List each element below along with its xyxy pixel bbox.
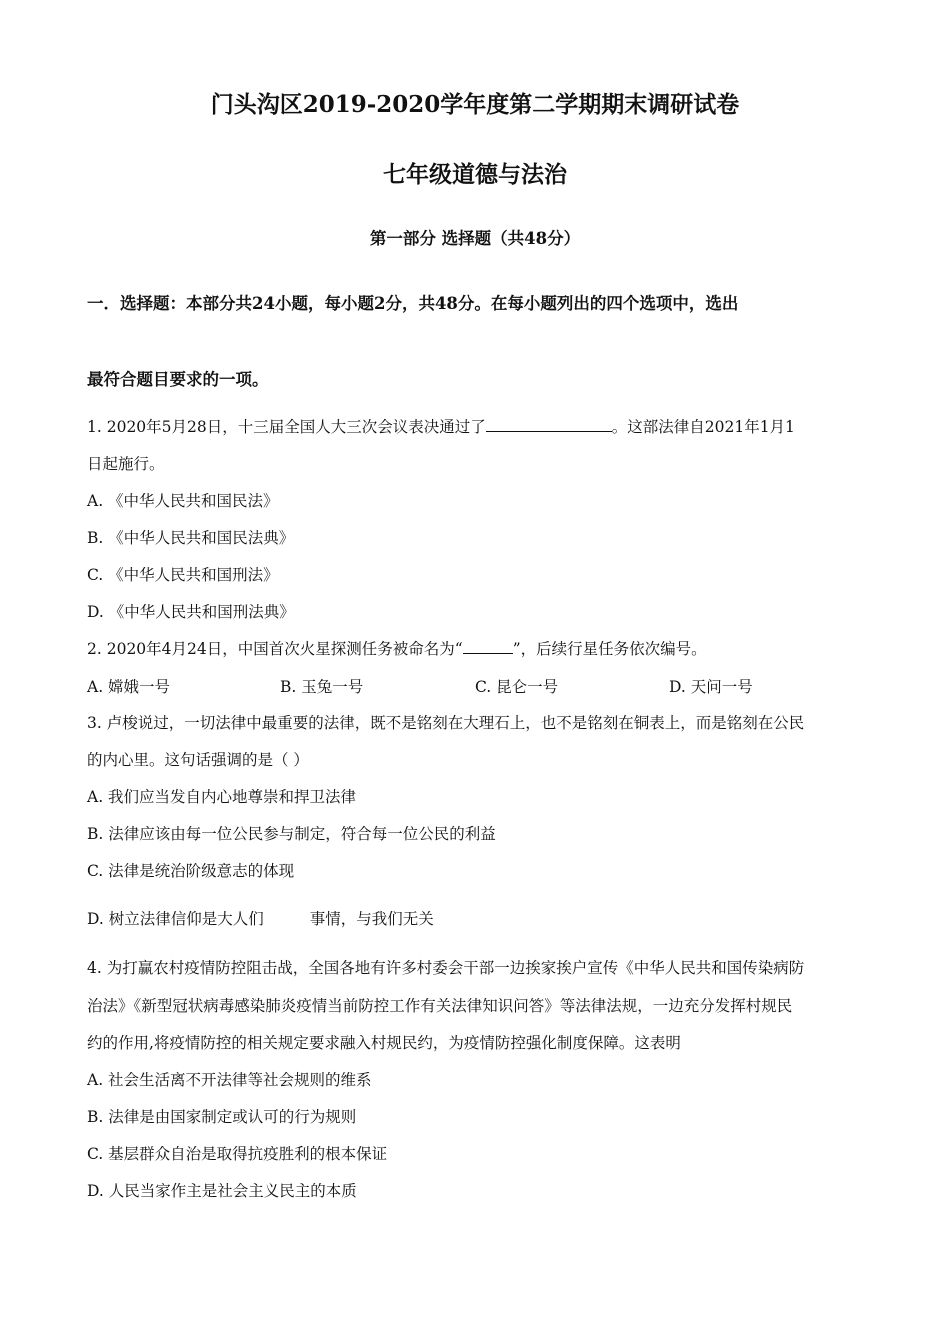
question-1-option-a: A. 《中华人民共和国民法》 <box>87 492 279 510</box>
section-instructions-line2: 最符合题目要求的一项。 <box>87 370 269 389</box>
question-3-option-b: B. 法律应该由每一位公民参与制定，符合每一位公民的利益 <box>87 825 496 843</box>
question-1-stem-part-b: 。这部法律自2021年1月1 <box>611 418 795 436</box>
question-1-stem <box>87 415 795 437</box>
question-3-option-d-part-b: 事情，与我们无关 <box>309 910 434 928</box>
question-4-stem-part-a: 4. 为打赢农村疫情防控阻击战，全国各地有许多村委会干部一边挨家挨户宣传《中华人民共和国传染病防 <box>87 959 805 977</box>
part-title: 第一部分 选择题（共48分） <box>369 229 581 248</box>
question-3-stem-part-b: 的内心里。这句话强调的是（ ） <box>87 751 309 769</box>
answer-blank <box>463 638 513 654</box>
question-4-option-c: C. 基层群众自治是取得抗疫胜利的根本保证 <box>87 1145 388 1163</box>
question-3-option-d-part-a: D. 树立法律信仰是大人们 <box>87 910 264 928</box>
question-2-stem-part-a: 2. 2020年4月24日，中国首次火星探测任务被命名为“ <box>87 640 463 658</box>
question-2-stem-part-b: ”，后续行星任务依次编号。 <box>512 640 707 658</box>
question-2-option-b: B. 玉兔一号 <box>280 678 364 696</box>
question-2-stem <box>87 637 707 659</box>
question-2-options <box>87 675 867 697</box>
section-instructions-line1: 一．选择题：本部分共24小题，每小题2分，共48分。在每小题列出的四个选项中，选出 <box>87 294 739 313</box>
question-3-option-c: C. 法律是统治阶级意志的体现 <box>87 862 295 880</box>
question-4-option-d: D. 人民当家作主是社会主义民主的本质 <box>87 1182 357 1200</box>
exam-title: 门头沟区2019-2020学年度第二学期期末调研试卷 <box>210 91 740 118</box>
answer-blank <box>486 416 612 432</box>
exam-subtitle: 七年级道德与法治 <box>383 161 567 188</box>
question-4-stem-part-c: 约的作用,将疫情防控的相关规定要求融入村规民约，为疫情防控强化制度保障。这表明 <box>87 1034 681 1052</box>
question-4-option-b: B. 法律是由国家制定或认可的行为规则 <box>87 1108 357 1126</box>
question-2-option-a: A. 嫦娥一号 <box>87 678 171 696</box>
question-4-stem-part-b: 治法》《新型冠状病毒感染肺炎疫情当前防控工作有关法律知识问答》等法律法规，一边充分发挥村规民 <box>87 997 793 1015</box>
question-2-option-d: D. 天问一号 <box>669 678 753 696</box>
question-3-option-a: A. 我们应当发自内心地尊崇和捍卫法律 <box>87 788 357 806</box>
question-1-option-d: D. 《中华人民共和国刑法典》 <box>87 603 295 621</box>
question-1-stem-part-a: 1. 2020年5月28日，十三届全国人大三次会议表决通过了 <box>87 418 486 436</box>
question-3-option-d <box>87 907 434 929</box>
question-3-stem-part-a: 3. 卢梭说过，一切法律中最重要的法律，既不是铭刻在大理石上，也不是铭刻在铜表上，而是铭刻在公民 <box>87 714 805 732</box>
question-1-stem-part-c: 日起施行。 <box>87 455 165 473</box>
question-1-option-b: B. 《中华人民共和国民法典》 <box>87 529 295 547</box>
question-4-option-a: A. 社会生活离不开法律等社会规则的维系 <box>87 1071 372 1089</box>
question-2-option-c: C. 昆仑一号 <box>475 678 559 696</box>
question-1-option-c: C. 《中华人民共和国刑法》 <box>87 566 279 584</box>
